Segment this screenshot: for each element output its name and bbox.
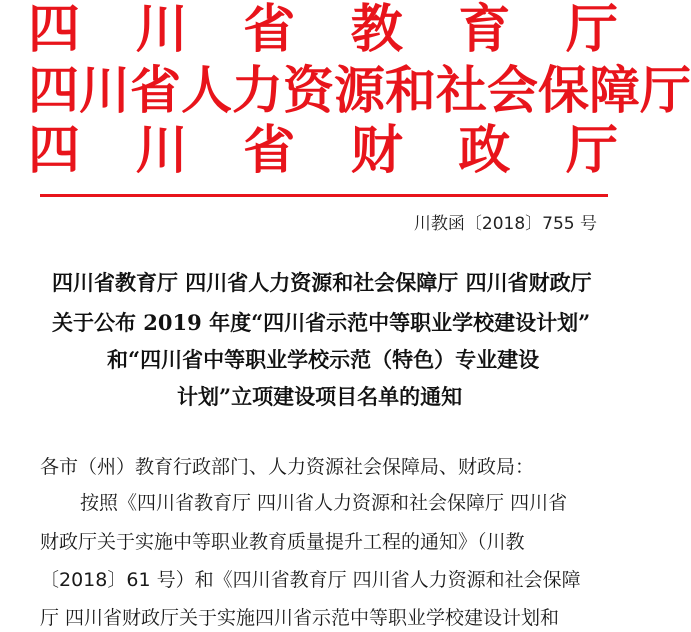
issuer-human-resources-department: 四川省人力资源和社会保障厅 [28,61,691,121]
body-paragraph-line-2: 财政厅关于实施中等职业教育质量提升工程的通知》（川教 [40,531,525,553]
issuer-char: 省 [243,120,296,181]
issuer-char: 厅 [565,0,618,60]
issuer-char: 四 [28,120,81,181]
issuer-char: 川 [135,0,188,60]
issuer-char: 教 [350,0,403,60]
salutation: 各市（州）教育行政部门、人力资源社会保障局、财政局： [40,456,535,478]
issuer-char: 财 [350,120,403,181]
issuer-char: 省 [243,0,296,60]
issuer-char: 政 [458,120,511,181]
title-line-2: 关于公布 2019 年度“四川省示范中等职业学校建设计划” [52,310,591,335]
document-number: 川教函〔2018〕755 号 [413,214,597,234]
issuer-char: 厅 [565,120,618,181]
body-paragraph-line-4: 厅 四川省财政厅关于实施四川省示范中等职业学校建设计划和 [40,607,560,629]
issuer-char: 育 [458,0,511,60]
issuer-char: 四 [28,0,81,60]
issuer-finance-department [28,121,618,181]
red-header-divider [40,194,608,197]
body-paragraph-line-1: 按照《四川省教育厅 四川省人力资源和社会保障厅 四川省 [80,492,568,514]
title-line-4: 计划”立项建设项目名单的通知 [177,384,463,409]
issuer-char: 川 [135,120,188,181]
title-line-1: 四川省教育厅 四川省人力资源和社会保障厅 四川省财政厅 [52,270,592,295]
issuer-education-department [28,0,618,60]
title-line-3: 和“四川省中等职业学校示范（特色）专业建设 [107,347,540,372]
body-paragraph-line-3: 〔2018〕61 号）和《四川省教育厅 四川省人力资源和社会保障 [40,569,581,591]
